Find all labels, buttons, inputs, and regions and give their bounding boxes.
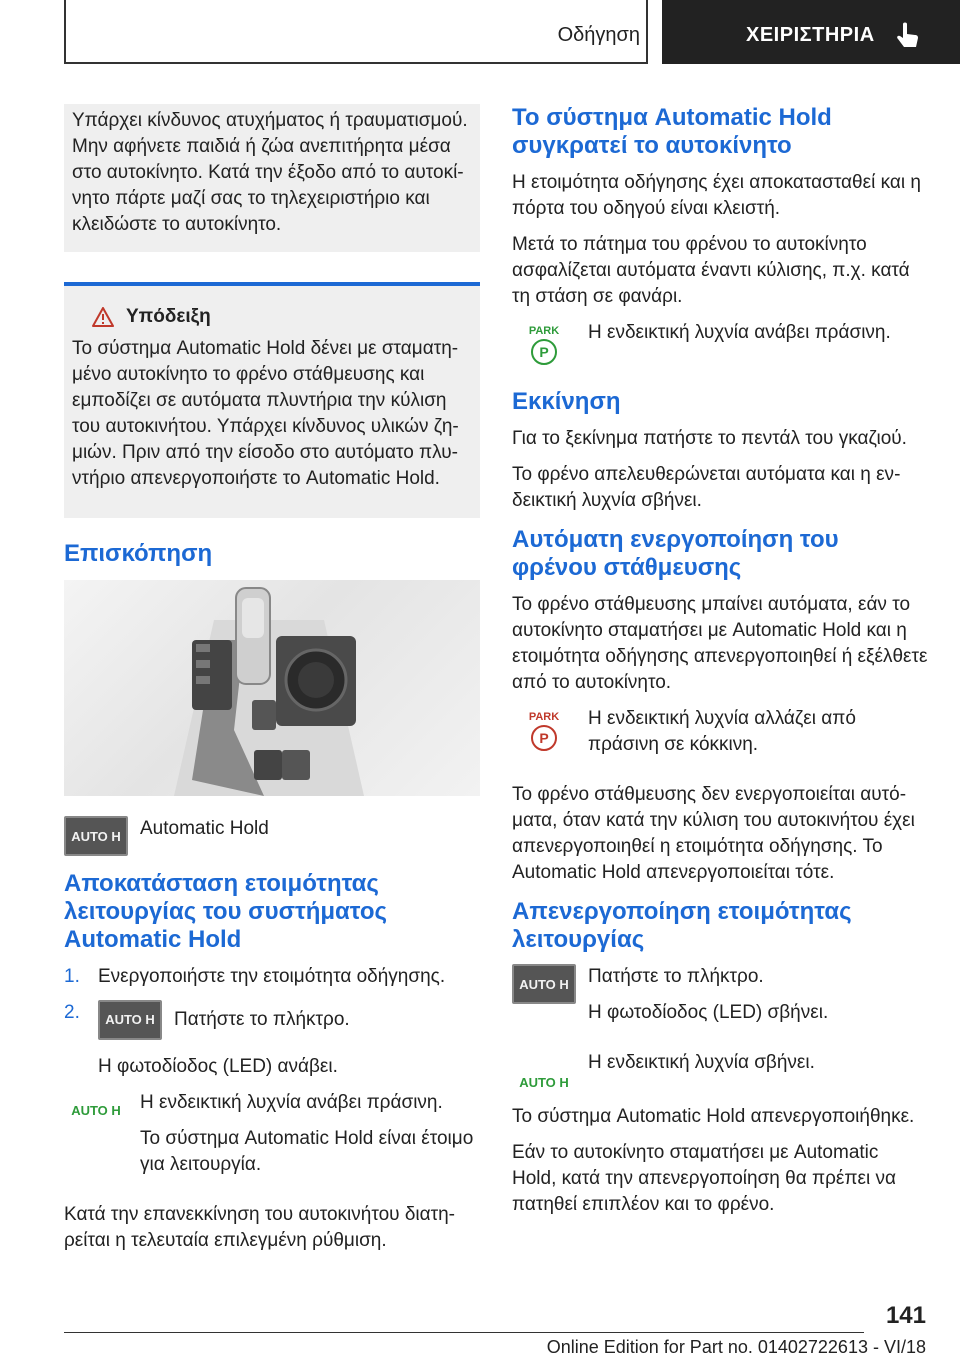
park-p-letter: P (539, 344, 549, 360)
note-title: Υπόδειξη (126, 306, 211, 327)
step-number: 1. (64, 966, 80, 987)
step-text: Ενεργοποιήστε την ετοιμότητα οδήγησης. (98, 966, 446, 987)
center-console-illustration (64, 580, 480, 796)
restore-steps (64, 964, 480, 1080)
footer-edition: Online Edition for Part no. 01402722613 - VI/18 (546, 1337, 926, 1357)
warning-box (64, 104, 480, 252)
deactivation-key-row (512, 964, 928, 1036)
park-label: PARK (528, 325, 560, 337)
lamp-off-text: Η ενδεικτική λυχνία σβήνει. (588, 1052, 815, 1073)
right-column (512, 104, 928, 1228)
auto-h-button-icon: AUTO H (64, 816, 128, 856)
restore-heading: Αποκατάσταση ετοιμότητας λειτουργίας του συστήματος Automatic Hold (64, 870, 387, 953)
note-header (72, 304, 472, 330)
overview-heading: Επισκόπηση (64, 540, 213, 567)
park-indicator-red-icon (512, 706, 576, 754)
lamp-off-row (512, 1050, 928, 1090)
deactivation-paragraph-2: Εάν το αυτοκίνητο σταματήσει με Automatic Hold, κατά την απενεργοποίηση θα πρέπει να πατηθεί επιπλέον και το φρένο. (512, 1142, 896, 1215)
park-label: PARK (528, 711, 560, 723)
header-chapter-label: ΧΕΙΡΙΣΤΗΡΙΑ (746, 24, 875, 46)
auto-h-indicator-icon: AUTO H (71, 1102, 121, 1118)
led-off-text: Η φωτοδίοδος (LED) σβήνει. (588, 1002, 829, 1023)
footer-divider (64, 1332, 864, 1333)
park-green-row (512, 320, 928, 368)
auto-paragraph-2: Το φρένο στάθμευσης δεν ενεργοποιείται αυτόματα, όταν κατά την κύλιση του αυτοκινήτου έχει απενεργοποιηθεί η ετοιμότητα οδήγησης. Το Automatic Hold απενεργοποιείται τότε. (512, 784, 915, 883)
restart-text: Κατά την επανεκκίνηση του αυτοκινήτου διατηρείται η τελευταία επιλεγμένη ρύθμιση. (64, 1204, 455, 1251)
hold-heading: Το σύστημα Automatic Hold συγκρατεί το αυτοκίνητο (512, 104, 832, 159)
step-item (64, 964, 480, 990)
auto-h-indicator-icon: AUTO H (519, 1075, 569, 1090)
lamp-green-text: Η ενδεικτική λυχνία ανάβει πράσινη. (140, 1092, 443, 1113)
note-box (64, 282, 480, 518)
step-text: Πατήστε το πλήκτρο. (174, 1009, 350, 1030)
auto-h-button-icon: AUTO H (98, 1000, 162, 1040)
warning-text: Υπάρχει κίνδυνος ατυχήματος ή τραυματισμού. Μην αφήνετε παιδιά ή ζώα ανεπιτήρητα μέσα στο αυτοκίνητο. Κατά την έξοδο από το αυτοκίνητο πάρτε μαζί σας το τηλεχειριστήριο και κλειδώστε το αυτοκίνητο. (72, 110, 468, 235)
step-item (64, 1000, 480, 1080)
auto-paragraph-1: Το φρένο στάθμευσης μπαίνει αυτόματα, εάν το αυτοκίνητο σταματήσει με Automatic Hold και η ετοιμότητα οδήγησης απενεργοποιηθεί ή εξέλθετε από το αυτοκίνητο. (512, 594, 928, 693)
step-content (98, 1000, 350, 1080)
hold-paragraph-1: Η ετοιμότητα οδήγησης έχει αποκατασταθεί και η πόρτα του οδηγού είναι κλειστή. (512, 172, 921, 219)
center-console-photo (64, 580, 480, 796)
deactivation-paragraph-1: Το σύστημα Automatic Hold απενεργοποιήθηκε. (512, 1106, 915, 1127)
lamp-green-row (64, 1090, 480, 1188)
hold-paragraph-2: Μετά το πάτημα του φρένου το αυτοκίνητο ασφαλίζεται αυτόματα έναντι κύλισης, π.χ. κατά τη στάση σε φανάρι. (512, 234, 910, 307)
note-text: Το σύστημα Automatic Hold δένει με σταματημένο αυτοκίνητο το φρένο στάθμευσης και εμποδίζει σε αυτόματα πλυντήρια την κύλιση του αυτοκινήτου. Υπάρχει κίνδυνος υλικών ζημιών. Πριν από την είσοδο στο αυτόματο πλυντήριο απενεργοποιήστε το Automatic Hold. (72, 338, 459, 489)
header-section-title: Οδήγηση (557, 24, 640, 46)
start-heading: Εκκίνηση (512, 388, 621, 415)
park-p-letter: P (539, 730, 549, 746)
press-key-text: Πατήστε το πλήκτρο. (588, 966, 764, 987)
automatic-hold-caption: Automatic Hold (140, 818, 269, 839)
start-paragraph-2: Το φρένο απελευθερώνεται αυτόματα και η ενδεικτική λυχνία σβήνει. (512, 464, 901, 511)
auto-park-heading: Αυτόματη ενεργοποίηση του φρένου στάθμευσης (512, 526, 839, 581)
auto-h-button-icon: AUTO H (512, 964, 576, 1004)
start-paragraph-1: Για το ξεκίνημα πατήστε το πεντάλ του γκαζιού. (512, 428, 907, 449)
park-red-text: Η ενδεικτική λυχνία αλλάζει από πράσινη σε κόκκινη. (588, 708, 856, 755)
led-on-text: Η φωτοδίοδος (LED) ανάβει. (98, 1056, 338, 1077)
automatic-hold-button-row (64, 816, 480, 856)
page-number: 141 (885, 1302, 926, 1329)
warning-triangle-icon (92, 307, 114, 327)
header-chapter-tab (662, 0, 960, 64)
park-green-text: Η ενδεικτική λυχνία ανάβει πράσινη. (588, 322, 891, 343)
left-column (64, 104, 480, 1264)
park-indicator-green-icon (512, 320, 576, 368)
step-number: 2. (64, 1002, 80, 1023)
hand-pointer-icon (892, 20, 924, 52)
park-red-row (512, 706, 928, 768)
deactivation-heading: Απενεργοποίηση ετοιμότητας λειτουργίας (512, 898, 852, 953)
step-key-row (98, 1000, 350, 1040)
lamp-text-group (140, 1090, 480, 1188)
deactivation-text-group (588, 964, 828, 1036)
ready-text: Το σύστημα Automatic Hold είναι έτοιμο για λειτουργία. (140, 1128, 474, 1175)
